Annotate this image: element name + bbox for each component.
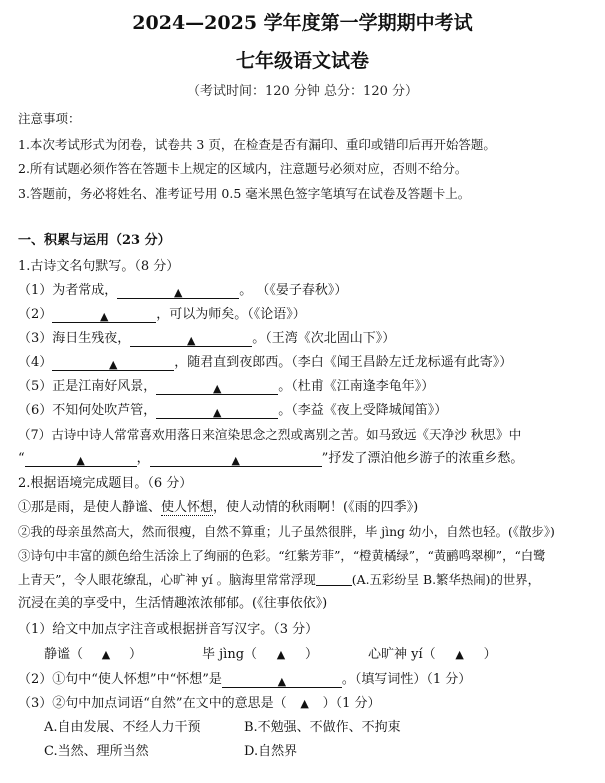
q2-subquestion-1-item-3 (368, 647, 497, 663)
triangle-marker: ▲ (213, 382, 222, 395)
q2-passage-3-line2 (18, 572, 540, 588)
answer-slot[interactable] (257, 647, 305, 663)
option-d: D.自然界 (244, 744, 298, 759)
triangle-marker: ▲ (101, 648, 111, 661)
question-2-title: 2.根据语境完成题目。（6 分） (18, 476, 193, 491)
q1-item-2 (18, 307, 306, 323)
q2-subquestion-1-item-2 (202, 647, 318, 663)
answer-slot[interactable] (83, 647, 129, 663)
note-3: 3.答题前，务必将姓名、准考证号用 0.5 毫米黑色签字笔填写在试卷及答题卡上。 (18, 186, 471, 201)
q1-item-3 (18, 331, 395, 347)
triangle-marker: ▲ (187, 334, 196, 347)
note-2: 2.所有试题必须作答在答题卡上规定的区域内，注意题号必须对应，否则不给分。 (18, 161, 468, 176)
q2-passage-3-line1: ③诗句中丰富的颜色给生活涂上了绚丽的色彩。“红紫芳菲”，“橙黄橘绿”，“黄鹂鸣翠柳”，“白鹭 (18, 548, 546, 563)
q2-subquestion-2-post: 。（填写词性）（1 分） (341, 672, 472, 687)
triangle-marker: ▲ (276, 648, 286, 661)
q1-item-5-pre: （5）正是江南好风景， (18, 379, 157, 394)
section-heading: 一、积累与运用（23 分） (18, 233, 171, 248)
q1-item-4-post: ，随君直到夜郎西。（李白《闻王昌龄左迁龙标遥有此寄》） (174, 355, 513, 370)
pinyin-item-close: ） (483, 647, 497, 662)
answer-blank[interactable] (52, 357, 174, 371)
answer-blank[interactable] (222, 674, 342, 688)
q1-item-6-post: 。（李益《夜上受降城闻笛》） (278, 403, 448, 418)
q2-subquestion-3 (18, 696, 380, 712)
q1-item-7-line1: （7）古诗中诗人常常喜欢用落日来渲染思念之烈或离别之苦。如马致远《天净沙 秋思》中 (18, 427, 522, 442)
q1-item-4-pre: （4） (18, 355, 53, 370)
q1-item-3-post: 。（王湾《次北固山下》） (252, 331, 396, 346)
question-1-title: 1.古诗文名句默写。（8 分） (18, 259, 180, 274)
q2-passage-3-line3: 沉浸在美的享受中，生活情趣浓浓郁郁。(《往事依依》) (18, 596, 328, 611)
triangle-marker: ▲ (100, 310, 109, 323)
q2-subquestion-1-item-1 (44, 647, 142, 663)
triangle-marker: ▲ (174, 286, 183, 299)
q1-item-6 (18, 403, 447, 419)
q1-item-4 (18, 355, 512, 371)
q2-subquestion-2 (18, 672, 471, 688)
triangle-marker: ▲ (76, 454, 85, 467)
q1-item-3-pre: （3）海日生残夜， (18, 331, 131, 346)
pinyin-item-close: ） (305, 647, 319, 662)
q2-passage-1-a: ①那是雨，是使人静谧、 (18, 500, 162, 515)
q1-item-7-line2 (18, 451, 523, 467)
q2-subquestion-3-pre: （3）②句中加点词语“自然”在文中的意思是（ (18, 696, 287, 711)
q1-item-2-pre: （2） (18, 307, 53, 322)
pinyin-item-label: 静谧（ (44, 647, 84, 662)
q1-item-1-post: 。 （《晏子春秋》） (239, 283, 348, 298)
answer-blank[interactable] (156, 381, 278, 395)
triangle-marker: ▲ (300, 697, 309, 710)
triangle-marker: ▲ (109, 358, 118, 371)
q2-dotted-phrase: 使人怀想 (161, 500, 214, 515)
option-b: B.不勉强、不做作、不拘束 (244, 720, 401, 735)
q1-item-7-comma: ， (136, 451, 150, 466)
triangle-marker: ▲ (213, 406, 222, 419)
q1-item-1 (18, 283, 347, 299)
answer-blank[interactable] (130, 333, 252, 347)
answer-blank[interactable] (156, 405, 278, 419)
q2-passage-1 (18, 500, 418, 516)
q1-item-5-post: 。（杜甫《江南逢李龟年》） (278, 379, 435, 394)
q2-subquestion-2-pre: （2）①句中“使人怀想”中“怀想”是 (18, 672, 222, 687)
q2-subquestion-3-post: ）（1 分） (322, 696, 381, 711)
q1-item-7-post: ”抒发了漂泊他乡游子的浓重乡愁。 (321, 451, 524, 466)
q2-passage-2: ②我的母亲虽然高大，然而很瘦，自然不算重；儿子虽然很胖，毕 jìng 幼小，自然也轻。(《散步》) (18, 524, 555, 539)
exam-subtitle: 七年级语文试卷 (235, 50, 369, 72)
q1-item-1-pre: （1）为者常成， (18, 283, 118, 298)
q2-subquestion-1: （1）给文中加点字注音或根据拼音写汉字。（3 分） (18, 622, 319, 637)
q2-passage-1-b: ，使人动情的秋雨啊！(《雨的四季》) (213, 500, 419, 515)
q2-passage-3-line2-a: 上青天”，令人眼花缭乱，心旷神 yí 。脑海里常常浮现 (18, 572, 316, 587)
answer-slot[interactable] (436, 647, 484, 663)
q1-item-6-pre: （6）不知何处吹芦管， (18, 403, 157, 418)
pinyin-item-label: 心旷神 yí（ (368, 647, 436, 662)
triangle-marker: ▲ (231, 454, 240, 467)
note-1: 1.本次考试形式为闭卷，试卷共 3 页，在检查是否有漏印、重印或错印后再开始答题。 (18, 137, 496, 152)
q1-item-2-post: ，可以为师矣。（《论语》） (156, 307, 306, 322)
answer-blank[interactable] (117, 285, 239, 299)
q1-item-5 (18, 379, 434, 395)
option-c: C.当然、理所当然 (44, 744, 149, 759)
answer-blank[interactable] (150, 453, 322, 467)
exam-info: （考试时间：120 分钟 总分：120 分） (186, 84, 419, 99)
answer-slot[interactable] (287, 696, 323, 712)
answer-blank[interactable] (52, 309, 156, 323)
exam-title: 2024—2025 学年度第一学期期中考试 (132, 12, 473, 34)
pinyin-item-label: 毕 jìng（ (202, 647, 258, 662)
q1-item-7-quote-open: “ (18, 451, 25, 466)
notes-heading: 注意事项： (18, 111, 81, 126)
option-a: A.自由发展、不经人力干预 (44, 720, 201, 735)
triangle-marker: ▲ (455, 648, 464, 661)
answer-blank[interactable] (316, 572, 352, 586)
q2-passage-3-line2-b: (A.五彩纷呈 B.繁华热闹)的世界， (351, 572, 541, 587)
answer-blank[interactable] (25, 453, 137, 467)
pinyin-item-close: ） (129, 647, 143, 662)
triangle-marker: ▲ (277, 675, 287, 688)
